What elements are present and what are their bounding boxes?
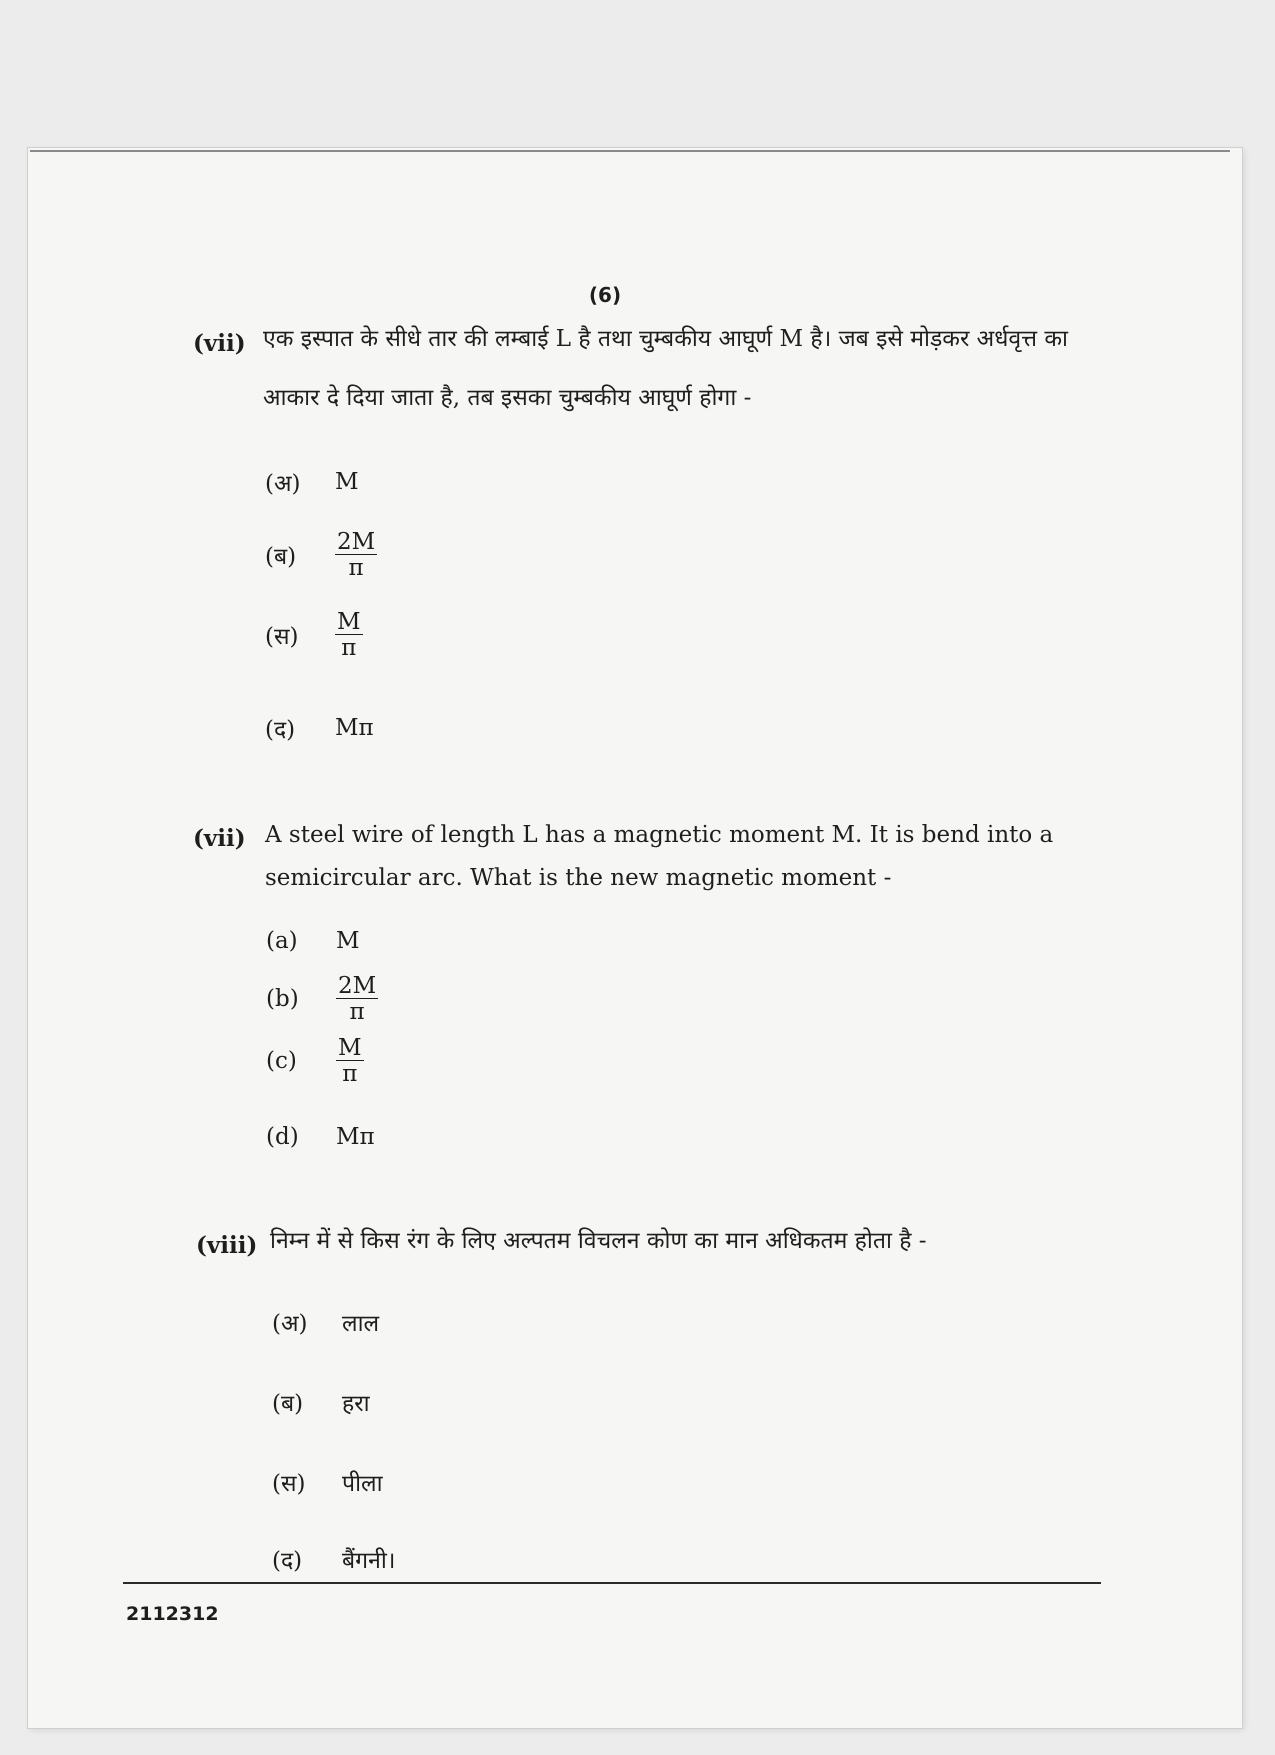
fraction <box>336 1036 364 1086</box>
question-text-line: निम्न में से किस रंग के लिए अल्पतम विचलन कोण का मान अधिकतम होता है - <box>270 1228 927 1254</box>
option-value: लाल <box>342 1311 380 1337</box>
option-value: Mπ <box>335 715 374 741</box>
fraction <box>335 530 377 580</box>
option <box>265 712 374 744</box>
question-text-line: A steel wire of length L has a magnetic moment M. It is bend into a <box>265 822 1054 848</box>
question-number: (viii) <box>196 1232 258 1259</box>
option <box>272 1386 370 1418</box>
option-label: (स) <box>272 1471 306 1497</box>
option-label: (अ) <box>265 471 301 497</box>
option-label: (अ) <box>272 1311 308 1337</box>
option-label: (ब) <box>265 544 297 571</box>
option-value: M <box>335 469 359 495</box>
question-text-line: आकार दे दिया जाता है, तब इसका चुम्बकीय आघूर्ण होगा - <box>263 385 752 411</box>
fraction-denominator: π <box>349 999 365 1026</box>
option <box>272 1466 383 1498</box>
option <box>265 610 363 660</box>
option-label: (d) <box>266 1124 299 1150</box>
option-value: बैंगनी। <box>342 1548 396 1574</box>
footer-divider <box>123 1582 1101 1584</box>
option-label: (a) <box>266 928 298 954</box>
option-value: M <box>336 928 360 954</box>
fraction <box>335 610 363 660</box>
option-value: Mπ <box>336 1124 375 1150</box>
option-label: (b) <box>266 986 299 1013</box>
fraction-denominator: π <box>341 635 357 662</box>
option <box>266 1036 364 1086</box>
option-label: (द) <box>265 717 296 743</box>
fraction-numerator: M <box>337 609 361 635</box>
fraction-numerator: 2M <box>337 529 376 555</box>
page-number: (6) <box>588 283 622 307</box>
question-text-line: semicircular arc. What is the new magnetic moment - <box>265 865 892 891</box>
fraction-denominator: π <box>342 1061 358 1088</box>
option <box>266 974 378 1024</box>
paper-top-edge <box>30 150 1230 152</box>
fraction-numerator: M <box>338 1035 362 1061</box>
fraction-numerator: 2M <box>338 973 377 999</box>
option <box>272 1306 379 1338</box>
paper-code: 2112312 <box>126 1603 219 1625</box>
fraction <box>336 974 378 1024</box>
option-label: (ब) <box>272 1391 304 1417</box>
option <box>265 530 377 580</box>
option <box>266 928 360 954</box>
option-value: पीला <box>342 1471 383 1497</box>
option-value: हरा <box>342 1391 370 1417</box>
option <box>266 1124 375 1150</box>
option-label: (द) <box>272 1548 303 1574</box>
option-label: (स) <box>265 624 299 651</box>
fraction-denominator: π <box>348 555 364 582</box>
option <box>272 1543 396 1575</box>
question-text-line: एक इस्पात के सीधे तार की लम्बाई L है तथा चुम्बकीय आघूर्ण M है। जब इसे मोड़कर अर्धवृत्त का <box>263 326 1068 352</box>
option <box>265 466 359 498</box>
option-label: (c) <box>266 1048 297 1075</box>
question-number: (vii) <box>193 825 246 852</box>
question-number: (vii) <box>193 330 246 357</box>
